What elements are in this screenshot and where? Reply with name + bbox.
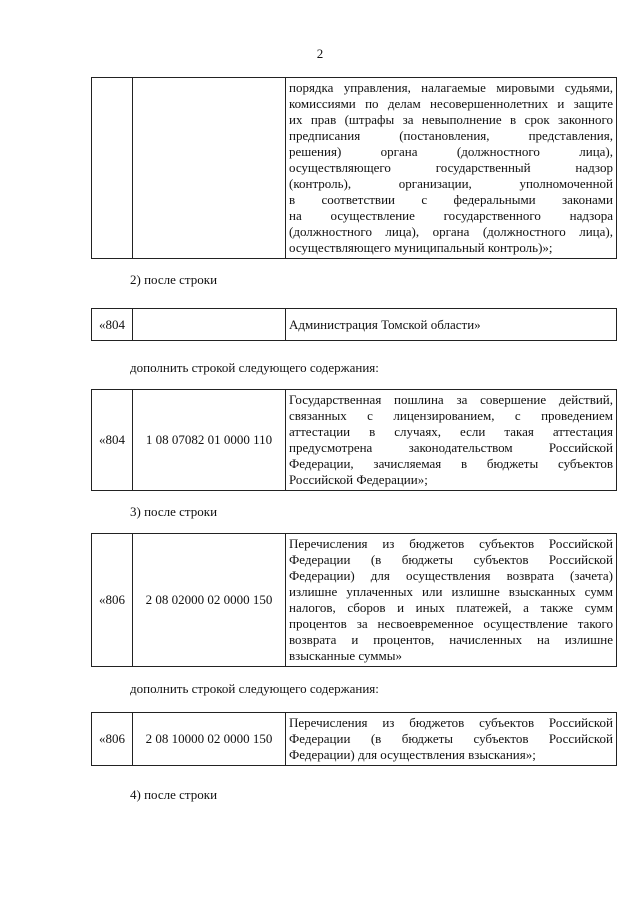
- table-row-804: [91, 308, 617, 341]
- table-row: [92, 78, 617, 259]
- code-admin-cell: «806: [92, 534, 133, 667]
- text-line: (контроль), организации, уполномоченной: [289, 176, 613, 191]
- text-line: (должностного лица), органа (должностного лица),: [289, 224, 613, 239]
- text-line: комиссиями по делам несовершеннолетних и защите: [289, 96, 613, 111]
- table-row-806: [91, 533, 617, 667]
- description-cell: Администрация Томской области»: [286, 309, 617, 341]
- text-line: возврата и процентов, начисленных на излишне: [289, 632, 613, 647]
- table-row: [92, 534, 617, 667]
- text-line: налогов, сборов и иных платежей, а также сумм: [289, 600, 613, 615]
- table-row: [92, 713, 617, 766]
- text-line: предусмотрена законодательством Российской: [289, 440, 613, 455]
- text-line: осуществляющего государственный надзор: [289, 160, 613, 175]
- text-line: порядка управления, налагаемые мировыми судьями,: [289, 80, 613, 95]
- code-admin-cell: «804: [92, 309, 133, 341]
- kbk-cell: 2 08 02000 02 0000 150: [133, 534, 286, 667]
- text-line: аттестации в случаях, если такая аттестация: [289, 424, 613, 439]
- text-line: предписания (постановления, представления,: [289, 128, 613, 143]
- paragraph-add-2: дополнить строкой следующего содержания:: [130, 681, 379, 696]
- table-continuation: [91, 77, 617, 259]
- text-line: процентов за несвоевременное осуществление такого: [289, 616, 613, 631]
- text-line: Федерации) для осуществления возврата (зачета): [289, 568, 613, 583]
- text-line: Федерации (в бюджеты субъектов Российской: [289, 731, 613, 746]
- kbk-cell: 1 08 07082 01 0000 110: [133, 390, 286, 491]
- text-line: решения) органа (должностного лица),: [289, 144, 613, 159]
- text-line: на осуществление государственного надзора: [289, 208, 613, 223]
- page-number: 2: [316, 46, 324, 61]
- text-line: Федерации (в бюджеты субъектов Российской: [289, 552, 613, 567]
- text-line: в соответствии с федеральными законами: [289, 192, 613, 207]
- code-admin-cell: «806: [92, 713, 133, 766]
- kbk-cell: 2 08 10000 02 0000 150: [133, 713, 286, 766]
- kbk-cell: [133, 309, 286, 341]
- text-line: излишне уплаченных или излишне взысканных сумм: [289, 584, 613, 599]
- paragraph-add-1: дополнить строкой следующего содержания:: [130, 360, 379, 375]
- paragraph-4: 4) после строки: [130, 787, 218, 802]
- text-line: Федерации, зачисляемая в бюджеты субъектов: [289, 456, 613, 471]
- text-line: Федерации) для осуществления взыскания»;: [289, 747, 536, 762]
- paragraph-3: 3) после строки: [130, 504, 218, 519]
- text-line: осуществляющего муниципальный контроль)»;: [289, 240, 553, 255]
- text-line: взысканные суммы»: [289, 648, 402, 663]
- text-line: Перечисления из бюджетов субъектов Российской: [289, 536, 613, 551]
- table-new-806: [91, 712, 617, 766]
- table-row: [92, 390, 617, 491]
- table-row: [92, 309, 617, 341]
- paragraph-2: 2) после строки: [130, 272, 218, 287]
- text-line: Российской Федерации»;: [289, 472, 428, 487]
- code-admin-cell: «804: [92, 390, 133, 491]
- kbk-cell: [133, 78, 286, 259]
- code-admin-cell: [92, 78, 133, 259]
- description-cell: [286, 534, 617, 667]
- text-line: Перечисления из бюджетов субъектов Российской: [289, 715, 613, 730]
- description-cell: [286, 78, 617, 259]
- description-cell: [286, 713, 617, 766]
- table-new-804: [91, 389, 617, 491]
- description-cell: [286, 390, 617, 491]
- text-line: их прав (штрафы за невыполнение в срок законного: [289, 112, 613, 127]
- text-line: Государственная пошлина за совершение действий,: [289, 392, 613, 407]
- text-line: связанных с лицензированием, с проведением: [289, 408, 613, 423]
